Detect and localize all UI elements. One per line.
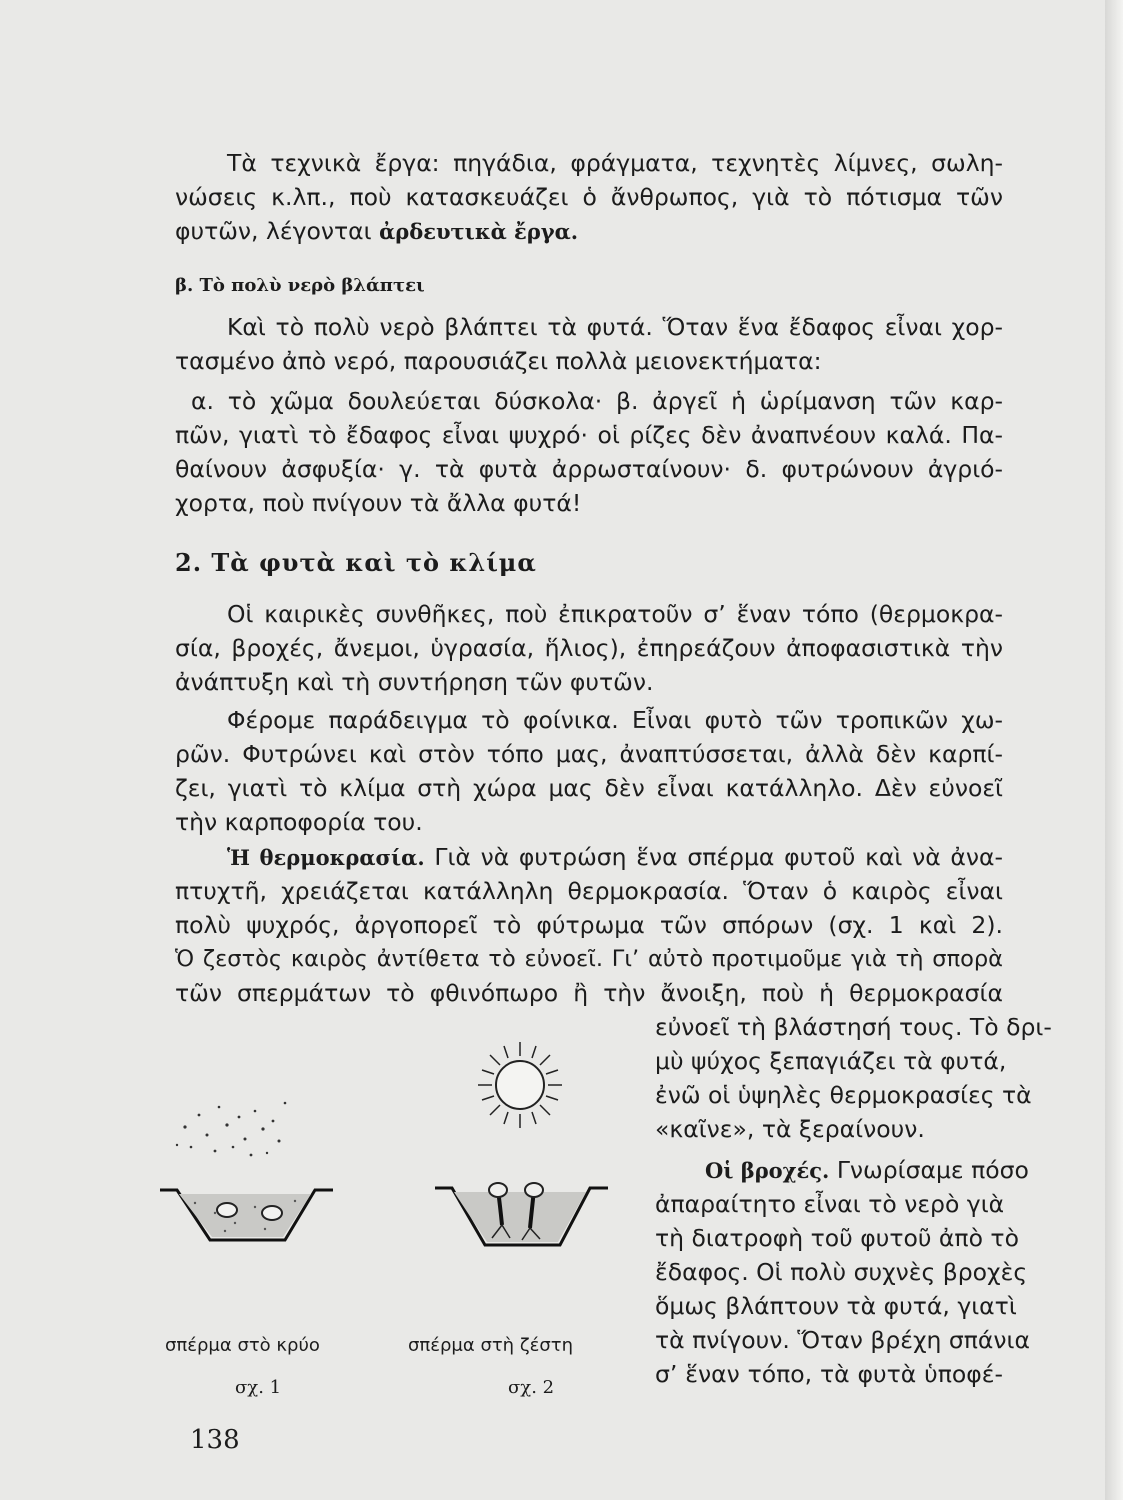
figure-label: σχ. 2 xyxy=(508,1377,555,1398)
figure-caption: σπέρμα στὴ ζέστη xyxy=(408,1335,573,1356)
text-line: Ὁ ζεστὸς καιρὸς ἀντίθετα τὸ εὐνοεῖ. Γι’ αὐτὸ προτιμοῦμε γιὰ τὴ σπορὰ xyxy=(175,946,1003,972)
text-line: τὰ πνίγουν. Ὅταν βρέχη σπάνια xyxy=(655,1326,1030,1354)
text-line: θαίνουν ἀσφυξία· γ. τὰ φυτὰ ἀρρωσταίνουν· δ. φυτρώνουν ἀγριό- xyxy=(175,455,1003,483)
text-line: Οἱ καιρικὲς συνθῆκες, ποὺ ἐπικρατοῦν σ’ ἕναν τόπο (θερμοκρα- xyxy=(227,600,1003,628)
text-span: Γιὰ νὰ φυτρώση ἕνα σπέρμα φυτοῦ καὶ νὰ ἀνα- xyxy=(424,843,1003,871)
text-span: φυτῶν, λέγονται xyxy=(175,217,380,245)
cold-seed-pot-illustration xyxy=(155,1095,345,1245)
figure-caption: σπέρμα στὸ κρύο xyxy=(165,1335,320,1356)
warm-seed-pot-illustration xyxy=(430,1040,620,1250)
bold-term: ἀρδευτικὰ ἔργα. xyxy=(379,219,579,244)
text-line: Καὶ τὸ πολὺ νερὸ βλάπτει τὰ φυτά. Ὅταν ἕνα ἔδαφος εἶναι χορ- xyxy=(227,313,1003,341)
text-line: σία, βροχές, ἄνεμοι, ὑγρασία, ἥλιος), ἐπηρεάζουν ἀποφασιστικὰ τὴν xyxy=(175,634,1003,662)
text-line: Τὰ τεχνικὰ ἔργα: πηγάδια, φράγματα, τεχνητὲς λίμνες, σωλη- xyxy=(227,149,1003,177)
text-line: α. τὸ χῶμα δουλεύεται δύσκολα· β. ἀργεῖ ἡ ὡρίμανση τῶν καρ- xyxy=(191,387,1003,415)
text-line: μὺ ψύχος ξεπαγιάζει τὰ φυτά, xyxy=(655,1047,1007,1075)
text-span: Γνωρίσαμε πόσο xyxy=(829,1156,1029,1184)
text-line xyxy=(175,214,1003,249)
text-line: ἀνάπτυξη καὶ τὴ συντήρηση τῶν φυτῶν. xyxy=(175,668,654,696)
section-heading: 2. Τὰ φυτὰ καὶ τὸ κλίμα xyxy=(175,548,537,577)
page-number: 138 xyxy=(190,1425,240,1455)
bold-term: Ἡ θερμοκρασία. xyxy=(227,845,425,870)
text-line: τασμένο ἀπὸ νερό, παρουσιάζει πολλὰ μειονεκτήματα: xyxy=(175,347,822,375)
text-line: τὴν καρποφορία του. xyxy=(175,808,423,836)
text-line: χορτα, ποὺ πνίγουν τὰ ἄλλα φυτά! xyxy=(175,489,582,517)
text-line: πολὺ ψυχρός, ἀργοπορεῖ τὸ φύτρωμα τῶν σπόρων (σχ. 1 καὶ 2). xyxy=(175,911,1003,939)
bold-term: Οἱ βροχές. xyxy=(705,1158,830,1183)
text-line: πῶν, γιατὶ τὸ ἔδαφος εἶναι ψυχρό· οἱ ρίζες δὲν ἀναπνέουν καλά. Πα- xyxy=(175,421,1003,449)
text-line: τὴ διατροφὴ τοῦ φυτοῦ ἀπὸ τὸ xyxy=(655,1224,1019,1252)
text-line: ζει, γιατὶ τὸ κλίμα στὴ χώρα μας δὲν εἶναι κατάλληλο. Δὲν εὐνοεῖ xyxy=(175,774,1003,802)
text-line: ἔδαφος. Οἱ πολὺ συχνὲς βροχὲς xyxy=(655,1258,1028,1286)
text-line: ἀπαραίτητο εἶναι τὸ νερὸ γιὰ xyxy=(655,1190,1005,1218)
text-line: ἐνῶ οἱ ὑψηλὲς θερμοκρασίες τὰ xyxy=(655,1081,1032,1109)
text-line: πτυχτῆ, χρειάζεται κατάλληλη θερμοκρασία. Ὅταν ὁ καιρὸς εἶναι xyxy=(175,877,1003,905)
text-line: νώσεις κ.λπ., ποὺ κατασκευάζει ὁ ἄνθρωπος, γιὰ τὸ πότισμα τῶν xyxy=(175,183,1003,211)
text-line xyxy=(175,840,1003,875)
text-line: τῶν σπερμάτων τὸ φθινόπωρο ἢ τὴν ἄνοιξη, ποὺ ἡ θερμοκρασία xyxy=(175,979,1003,1007)
page-binding-edge xyxy=(1105,0,1123,1500)
text-line: «καῖνε», τὰ ξεραίνουν. xyxy=(655,1115,925,1143)
text-line: Φέρομε παράδειγμα τὸ φοίνικα. Εἶναι φυτὸ τῶν τροπικῶν χω- xyxy=(227,706,1003,734)
text-line xyxy=(705,1153,1029,1188)
text-line: σ’ ἕναν τόπο, τὰ φυτὰ ὑποφέ- xyxy=(655,1360,1003,1388)
figure-label: σχ. 1 xyxy=(235,1377,282,1398)
subsection-heading: β. Τὸ πολὺ νερὸ βλάπτει xyxy=(175,275,425,296)
text-line: εὐνοεῖ τὴ βλάστησή τους. Τὸ δρι- xyxy=(655,1013,1052,1041)
text-line: ρῶν. Φυτρώνει καὶ στὸν τόπο μας, ἀναπτύσσεται, ἀλλὰ δὲν καρπί- xyxy=(175,740,1003,768)
text-line: ὅμως βλάπτουν τὰ φυτά, γιατὶ xyxy=(655,1292,1017,1320)
